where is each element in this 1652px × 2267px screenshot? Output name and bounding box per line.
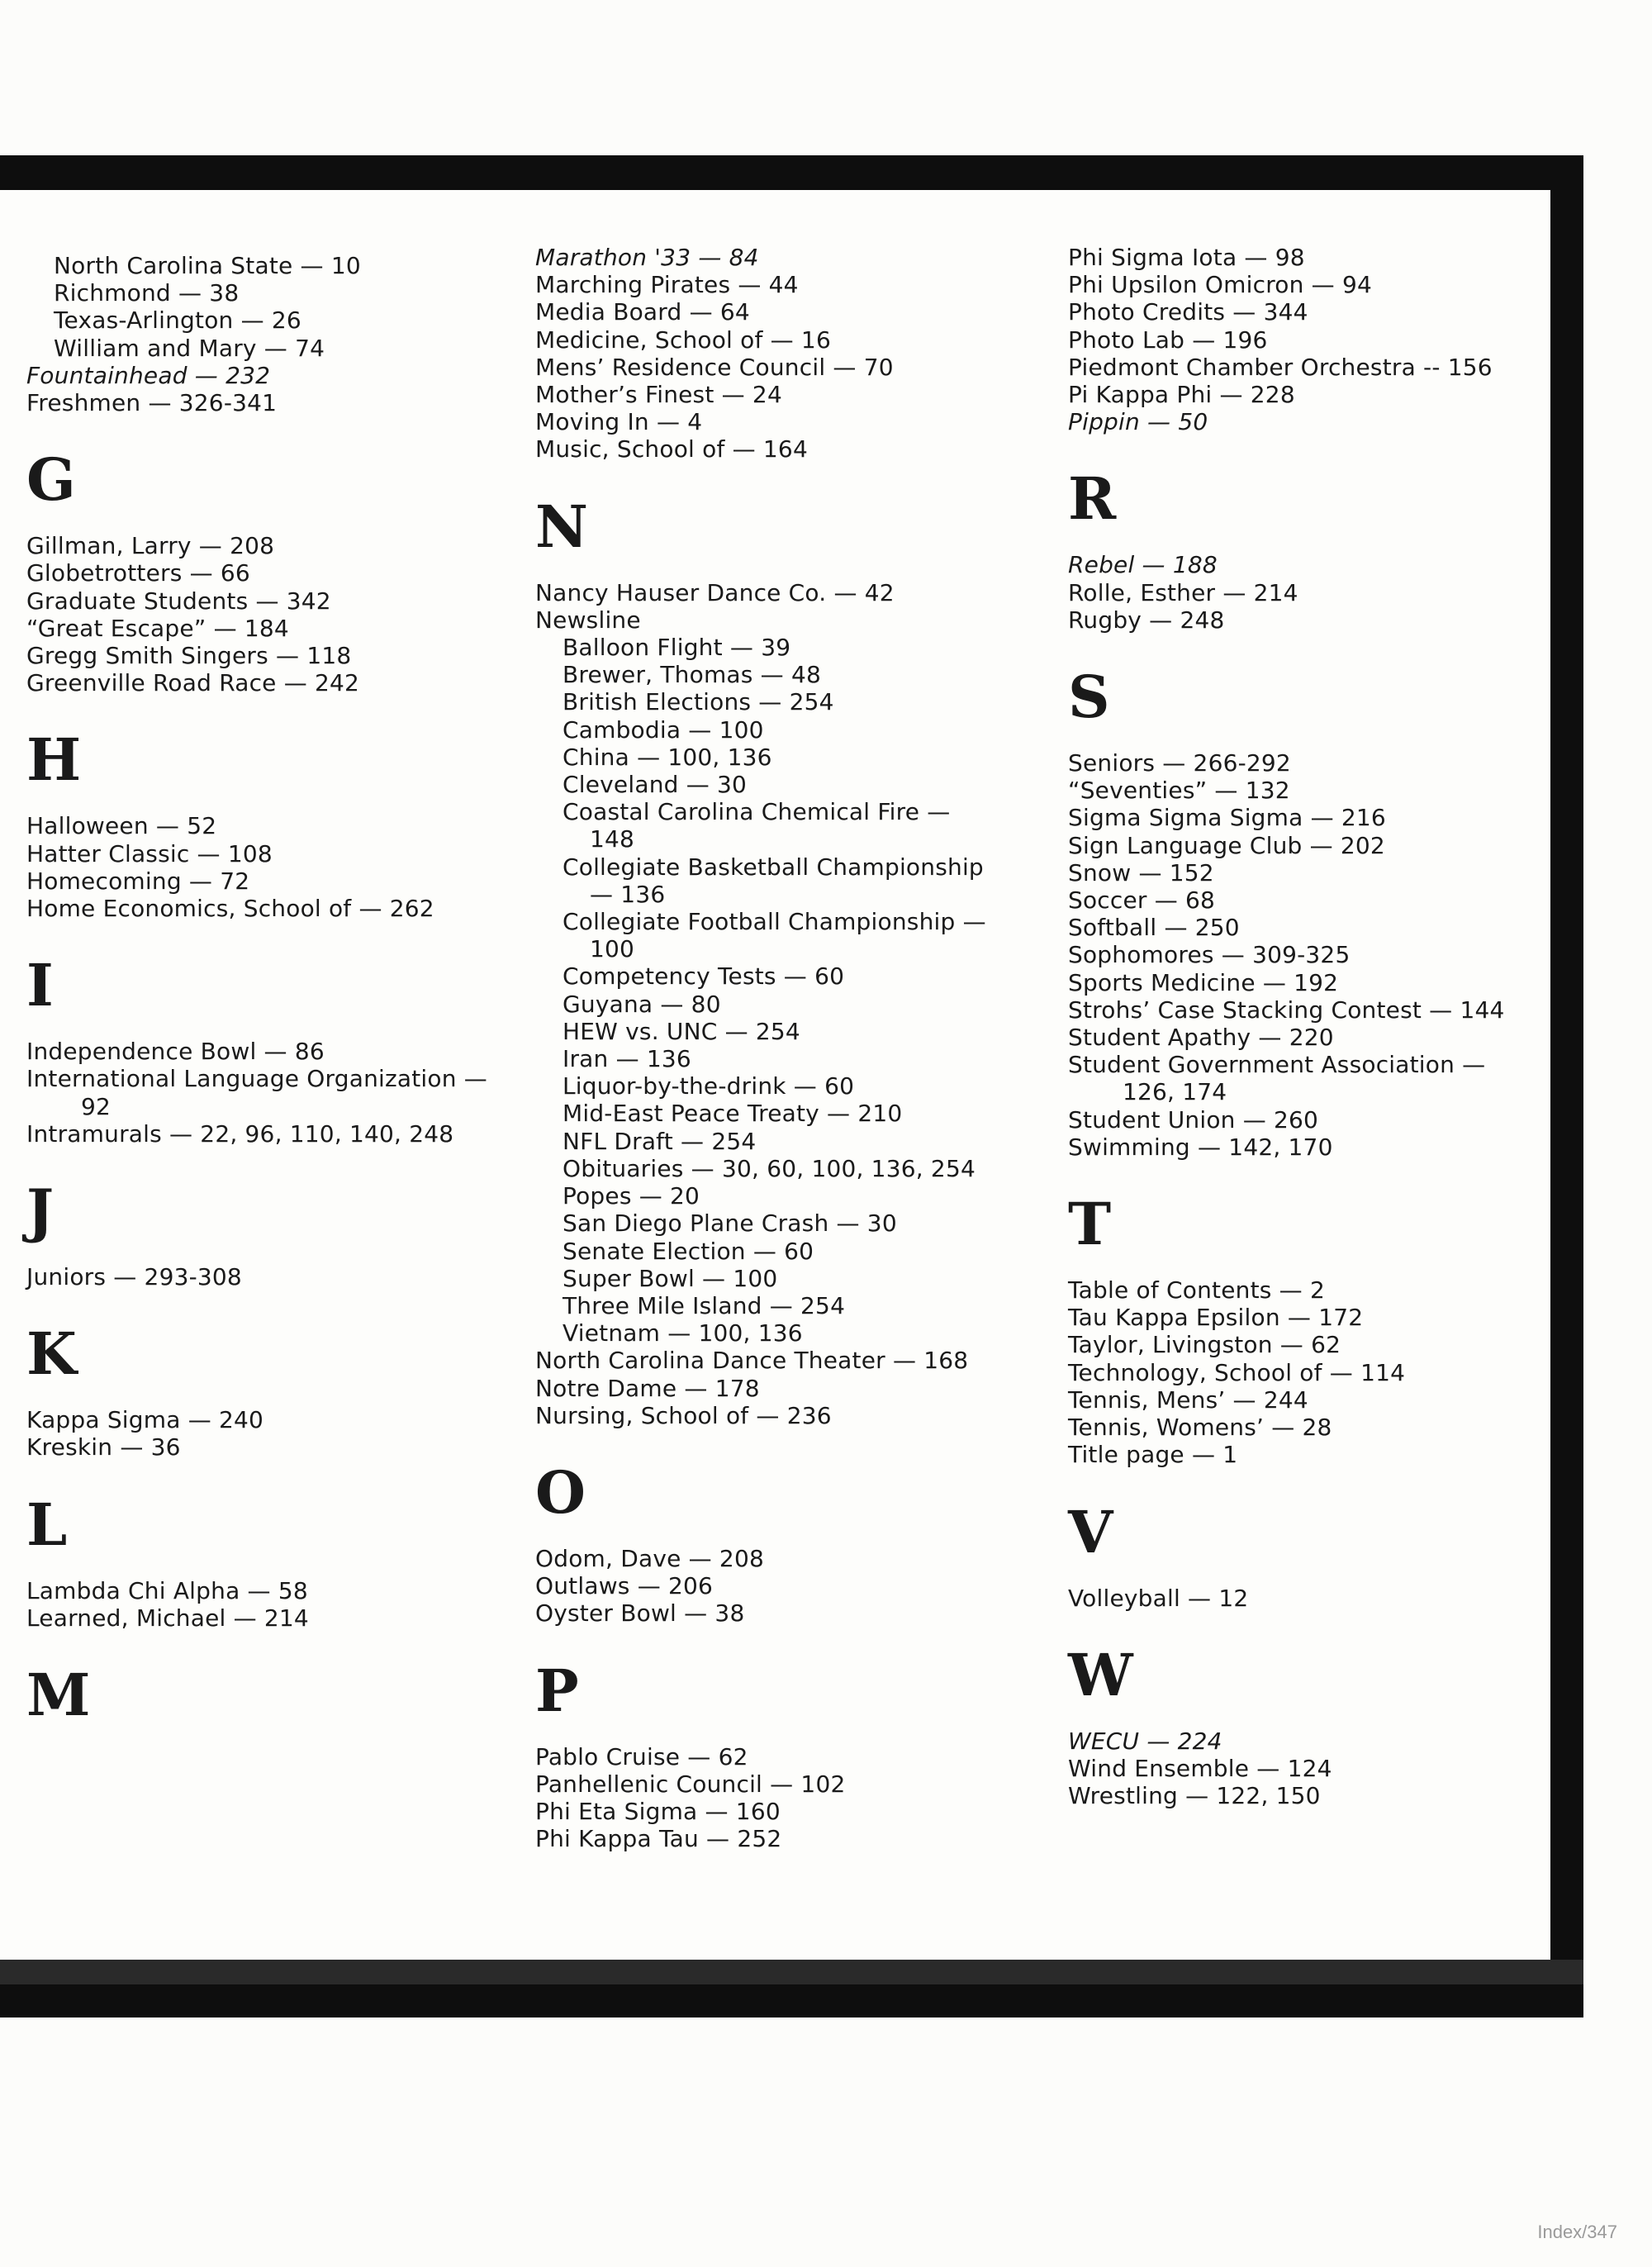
index-entry: Rugby — 248 [1068, 606, 1225, 634]
section-letter-k: K [26, 1319, 77, 1389]
index-subentry: Three Mile Island — 254 [563, 1291, 846, 1319]
index-entry: Gregg Smith Singers — 118 [26, 642, 352, 670]
index-entry: Freshmen — 326-341 [26, 389, 278, 417]
index-entry: Marathon '33 — 84 [535, 244, 759, 271]
index-entry: Media Board — 64 [535, 298, 750, 326]
section-letter-t: T [1068, 1190, 1112, 1259]
index-entry: Tau Kappa Epsilon — 172 [1068, 1304, 1364, 1332]
index-entry: Moving In — 4 [535, 408, 703, 436]
index-subentry: Liquor-by-the-drink — 60 [563, 1072, 855, 1100]
index-subentry: Competency Tests — 60 [563, 962, 845, 991]
index-subentry: Vietnam — 100, 136 [563, 1319, 803, 1347]
section-letter-g: G [26, 445, 76, 515]
index-entry: Phi Kappa Tau — 252 [535, 1825, 782, 1853]
index-entry: Kappa Sigma — 240 [26, 1406, 264, 1434]
index-entry: Kreskin — 36 [26, 1433, 181, 1461]
index-entry: Newsline [535, 606, 641, 634]
index-subentry: Coastal Carolina Chemical Fire — [563, 798, 951, 826]
index-entry: Sigma Sigma Sigma — 216 [1068, 804, 1386, 832]
index-entry: Learned, Michael — 214 [26, 1604, 309, 1632]
index-subentry-continuation: — 136 [590, 880, 666, 908]
index-entry: Rolle, Esther — 214 [1068, 578, 1298, 606]
index-entry: Fountainhead — 232 [26, 361, 271, 389]
index-entry: Texas-Arlington — 26 [54, 307, 301, 335]
index-entry: Student Government Association — [1068, 1051, 1486, 1079]
index-entry: Photo Credits — 344 [1068, 298, 1308, 326]
index-entry: Notre Dame — 178 [535, 1374, 760, 1402]
section-letter-p: P [535, 1656, 579, 1725]
index-entry: Table of Contents — 2 [1068, 1276, 1325, 1305]
index-entry: Independence Bowl — 86 [26, 1038, 325, 1066]
index-column-2 [535, 244, 1031, 1852]
section-letter-o: O [535, 1457, 586, 1527]
index-entry: Student Union — 260 [1068, 1105, 1319, 1134]
index-subentry: China — 100, 136 [563, 743, 772, 771]
index-subentry: Iran — 136 [563, 1045, 691, 1073]
index-entry: Wrestling — 122, 150 [1068, 1782, 1321, 1810]
index-entry: North Carolina State — 10 [54, 252, 361, 279]
section-letter-m: M [26, 1661, 91, 1730]
index-entry: WECU — 224 [1068, 1727, 1222, 1755]
section-letter-h: H [26, 725, 82, 795]
section-letter-s: S [1068, 663, 1110, 732]
index-entry: Pablo Cruise — 62 [535, 1742, 748, 1770]
section-letter-w: W [1068, 1640, 1133, 1709]
index-entry-continuation: 92 [81, 1092, 112, 1120]
index-entry: Mens’ Residence Council — 70 [535, 353, 894, 381]
index-subentry: Super Bowl — 100 [563, 1264, 778, 1292]
index-content-panel [0, 190, 1550, 1960]
index-subentry: Cambodia — 100 [563, 715, 764, 744]
index-entry: Globetrotters — 66 [26, 559, 250, 587]
index-entry: Student Apathy — 220 [1068, 1024, 1334, 1052]
page-frame-right-bar [1550, 155, 1583, 1963]
page-frame-bottom-bar [0, 1984, 1583, 2017]
index-entry: Odom, Dave — 208 [535, 1544, 764, 1572]
index-subentry: Brewer, Thomas — 48 [563, 661, 822, 689]
index-subentry: British Elections — 254 [563, 688, 834, 716]
index-entry: Sign Language Club — 202 [1068, 831, 1385, 859]
index-subentry: Balloon Flight — 39 [563, 634, 791, 662]
index-entry: Piedmont Chamber Orchestra -- 156 [1068, 353, 1493, 381]
index-entry: Juniors — 293-308 [26, 1263, 242, 1291]
index-entry: Mother’s Finest — 24 [535, 381, 782, 409]
index-entry: “Seventies” — 132 [1068, 777, 1290, 805]
index-entry: Panhellenic Council — 102 [535, 1770, 846, 1798]
index-entry: Tennis, Womens’ — 28 [1068, 1414, 1332, 1442]
index-entry: Pippin — 50 [1068, 408, 1208, 436]
index-subentry-continuation: 100 [590, 935, 635, 963]
index-subentry: Mid-East Peace Treaty — 210 [563, 1100, 903, 1128]
index-subentry: NFL Draft — 254 [563, 1127, 757, 1155]
index-entry: Graduate Students — 342 [26, 587, 331, 615]
index-entry: Homecoming — 72 [26, 867, 250, 895]
index-entry: Outlaws — 206 [535, 1572, 714, 1600]
index-entry: Sophomores — 309-325 [1068, 941, 1351, 969]
index-entry: Snow — 152 [1068, 858, 1214, 886]
index-entry: Phi Upsilon Omicron — 94 [1068, 271, 1372, 299]
index-entry: Phi Eta Sigma — 160 [535, 1797, 781, 1825]
index-entry: Title page — 1 [1068, 1441, 1238, 1469]
index-entry: Taylor, Livingston — 62 [1068, 1331, 1341, 1359]
index-subentry: Cleveland — 30 [563, 771, 748, 799]
page-frame-bottom-shadow [0, 1960, 1583, 1984]
index-entry-continuation: 126, 174 [1123, 1078, 1227, 1106]
index-entry: Seniors — 266-292 [1068, 749, 1291, 777]
index-entry: Music, School of — 164 [535, 435, 808, 463]
index-subentry: Senate Election — 60 [563, 1237, 814, 1265]
index-entry: Sports Medicine — 192 [1068, 968, 1339, 996]
index-entry: Soccer — 68 [1068, 886, 1216, 915]
section-letter-r: R [1068, 464, 1117, 534]
index-entry: Hatter Classic — 108 [26, 839, 273, 867]
index-entry: Lambda Chi Alpha — 58 [26, 1576, 308, 1604]
index-entry: “Great Escape” — 184 [26, 614, 289, 642]
index-entry: Halloween — 52 [26, 812, 217, 840]
index-subentry: San Diego Plane Crash — 30 [563, 1210, 897, 1238]
section-letter-l: L [26, 1490, 68, 1559]
index-entry: Wind Ensemble — 124 [1068, 1754, 1332, 1782]
index-entry: Gillman, Larry — 208 [26, 532, 275, 560]
section-letter-j: J [26, 1176, 55, 1246]
index-entry: Volleyball — 12 [1068, 1584, 1249, 1612]
index-entry: Medicine, School of — 16 [535, 326, 831, 354]
index-entry: Softball — 250 [1068, 914, 1240, 942]
index-entry: Rebel — 188 [1068, 551, 1218, 579]
index-subentry: Guyana — 80 [563, 990, 721, 1018]
index-entry: Richmond — 38 [54, 279, 240, 307]
index-subentry: Popes — 20 [563, 1182, 700, 1210]
index-column-3 [1068, 244, 1531, 1809]
section-letter-n: N [535, 492, 588, 561]
index-entry: Technology, School of — 114 [1068, 1358, 1406, 1386]
index-column-1 [26, 252, 497, 1747]
section-letter-i: I [26, 951, 54, 1020]
index-entry: Home Economics, School of — 262 [26, 895, 434, 923]
index-entry: Nancy Hauser Dance Co. — 42 [535, 578, 895, 606]
index-entry: North Carolina Dance Theater — 168 [535, 1347, 969, 1375]
page-frame-top-bar [0, 155, 1583, 190]
index-entry: Nursing, School of — 236 [535, 1401, 832, 1429]
index-entry: Pi Kappa Phi — 228 [1068, 381, 1295, 409]
index-entry: Photo Lab — 196 [1068, 326, 1268, 354]
index-subentry: HEW vs. UNC — 254 [563, 1017, 800, 1045]
index-entry: Oyster Bowl — 38 [535, 1599, 745, 1628]
index-entry: Phi Sigma Iota — 98 [1068, 244, 1305, 271]
index-entry: Tennis, Mens’ — 244 [1068, 1385, 1308, 1414]
page-folio: Index/347 [1537, 2222, 1617, 2242]
index-subentry: Obituaries — 30, 60, 100, 136, 254 [563, 1154, 976, 1182]
index-entry: International Language Organization — [26, 1065, 487, 1093]
index-entry: Strohs’ Case Stacking Contest — 144 [1068, 996, 1505, 1024]
index-subentry-continuation: 148 [590, 825, 635, 853]
index-entry: Greenville Road Race — 242 [26, 669, 360, 697]
index-subentry: Collegiate Football Championship — [563, 908, 986, 936]
index-entry: William and Mary — 74 [54, 334, 325, 362]
index-subentry: Collegiate Basketball Championship [563, 853, 984, 881]
index-entry: Marching Pirates — 44 [535, 271, 799, 299]
index-entry: Intramurals — 22, 96, 110, 140, 248 [26, 1119, 454, 1148]
section-letter-v: V [1068, 1497, 1113, 1566]
index-entry: Swimming — 142, 170 [1068, 1133, 1333, 1161]
